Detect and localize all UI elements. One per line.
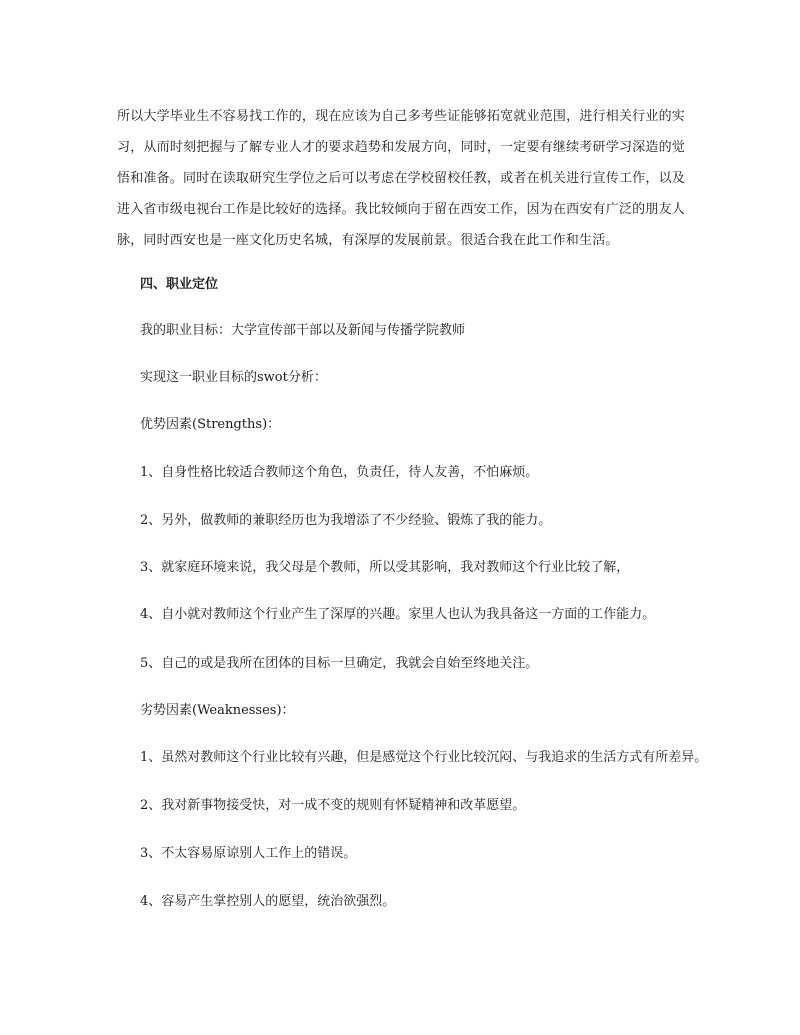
- weaknesses-heading: 劣势因素(Weaknesses)：: [140, 703, 295, 718]
- weakness-item: 2、我对新事物接受快，对一成不变的规则有怀疑精神和改革愿望。: [140, 798, 526, 813]
- weakness-item: 1、虽然对教师这个行业比较有兴趣，但是感觉这个行业比较沉闷、与我追求的生活方式有所差异。: [140, 750, 708, 765]
- intro-paragraph: 所以大学毕业生不容易找工作的，现在应该为自己多考些证能够拓宽就业范围，进行相关行业的实习，从而时刻把握与了解专业人才的要求趋势和发展方向，同时，一定要有继续考研学习深造的觉悟和准备。同时在读取研究生学位之后可以考虑在学校留校任教，或者在机关进行宣传工作，以及进入省市级电视台工作是比较好的选择。我比较倾向于留在西安工作，因为在西安有广泛的朋友人脉，同时西安也是一座文化历史名城，有深厚的发展前景。很适合我在此工作和生活。: [117, 109, 685, 248]
- swot-intro: 实现这一职业目标的swot分析：: [140, 370, 327, 385]
- weakness-item: 4、容易产生掌控别人的愿望，统治欲强烈。: [140, 894, 396, 909]
- strengths-heading: 优势因素(Strengths)：: [140, 417, 281, 432]
- strength-item: 1、自身性格比较适合教师这个角色，负责任，待人友善，不怕麻烦。: [140, 465, 539, 480]
- strength-item: 5、自己的或是我所在团体的目标一旦确定，我就会自始至终地关注。: [140, 656, 539, 671]
- strength-item: 4、自小就对教师这个行业产生了深厚的兴趣。家里人也认为我具备这一方面的工作能力。: [140, 607, 656, 622]
- section-heading: 四、职业定位: [140, 277, 219, 292]
- career-goal: 我的职业目标：大学宣传部干部以及新闻与传播学院教师: [140, 323, 466, 338]
- weakness-item: 3、不太容易原谅别人工作上的错误。: [140, 846, 357, 861]
- strength-item: 3、就家庭环境来说，我父母是个教师，所以受其影响，我对教师这个行业比较了解，: [140, 560, 630, 575]
- strength-item: 2、另外，做教师的兼职经历也为我增添了不少经验、锻炼了我的能力。: [140, 513, 552, 528]
